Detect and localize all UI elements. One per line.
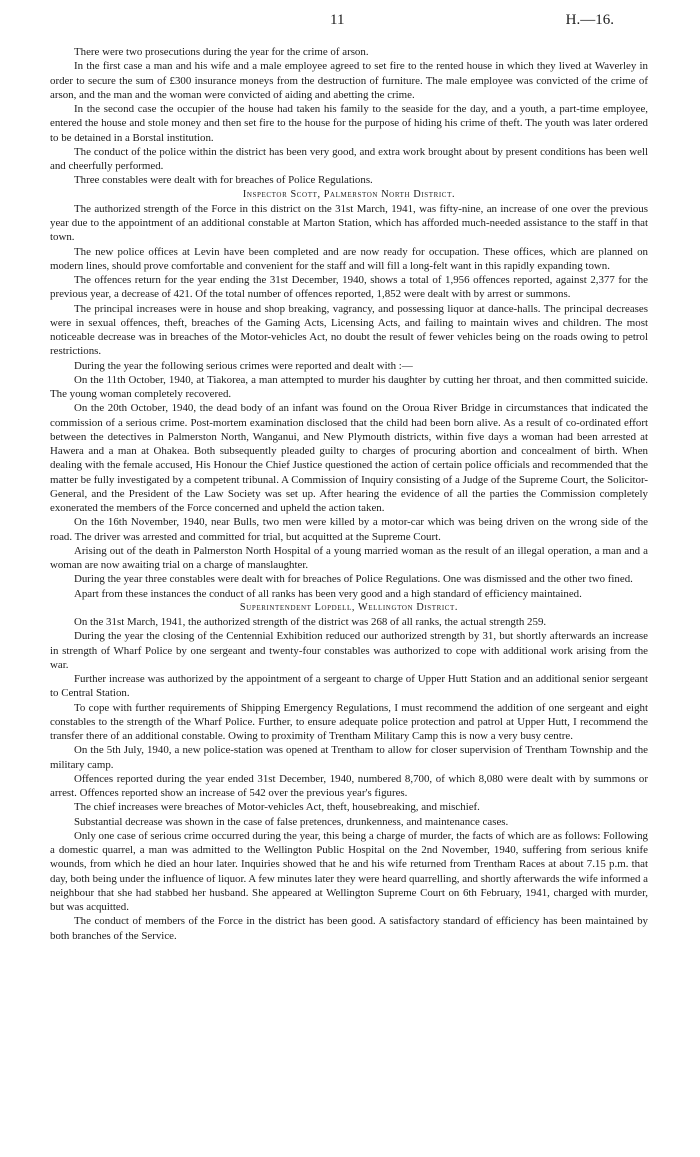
paragraph: On the 31st March, 1941, the authorized strength of the district was 268 of all ranks, the actual strength 259. [74,616,547,628]
section-heading-palmerston-north: Inspector Scott, Palmerston North District. [242,188,456,200]
paragraph: Substantial decrease was shown in the case of false pretences, drunkenness, and maintenance cases. [74,815,509,828]
paragraph: Three constables were dealt with for breaches of Police Regulations. [74,174,373,187]
paragraph: Arising out of the death in Palmerston North Hospital of a young married woman as the result of an illegal operation, a man and a woman are now awaiting trial on a charge of manslaughter. [50,544,648,571]
paragraph: The authorized strength of the Force in this district on the 31st March, 1941, was fifty-nine, an increase of one over the previous year due to the appointment of an additional constable at Marton Station, which has afforded much-needed assistance to the staff in that town. [50,202,648,244]
paragraph: The chief increases were breaches of Motor-vehicles Act, theft, housebreaking, and mischief. [74,801,480,814]
paragraph: The conduct of the police within the district has been very good, and extra work brought about by present conditions has been well and cheerfully performed. [50,145,648,172]
paragraph: Apart from these instances the conduct of all ranks has been very good and a high standard of efficiency maintained. [74,587,582,600]
section-heading-wellington: Superintendent Lopdell, Wellington District. [239,601,459,613]
page-header [0,12,700,36]
paragraph: In the first case a man and his wife and a male employee agreed to set fire to the rented house in which they lived at Waverley in order to secure the sum of £300 insurance moneys from the destruction of furniture. The male employee was convicted of the crime of arson, and the man and the woman were convicted of aiding and abetting the crime. [50,60,648,101]
paragraph: In the second case the occupier of the house had taken his family to the seaside for the day, and a youth, a part-time employee, entered the house and stole money and then set fire to the house for the purpose of hiding his crime of theft. The youth was later ordered to be detained in a Borstal institution. [50,103,648,144]
paragraph: The conduct of members of the Force in the district has been good. A satisfactory standard of efficiency has been maintained by both branches of the Service. [50,915,648,942]
paragraph: Further increase was authorized by the appointment of a sergeant to charge of Upper Hutt Station and an additional senior sergeant to Central Station. [50,673,648,700]
paragraph: Only one case of serious crime occurred during the year, this being a charge of murder, the facts of which are as follows: Following a domestic quarrel, a man was admitted to the Wellington Public Hospital on the 2nd November, 1940, suffering from serious knife wounds, from which he died an hour later. Inquiries showed that he and his wife returned from Trentham Races at about 7.15 p.m. that day, both being under the influence of liquor. A few minutes later they were heard quarrelling, and shortly afterwards the wife informed a neighbour that she had stabbed her husband. She appeared at Wellington Supreme Court on 6th February, 1941, charged with murder, but was acquitted. [50,829,648,913]
paragraph: During the year the closing of the Centennial Exhibition reduced our authorized strength by 31, but shortly afterwards an increase in strength of Wharf Police by one sergeant and twenty-four constables was authorized to cope with additional work arising from the war. [50,630,648,671]
paragraph: During the year the following serious crimes were reported and dealt with :— [74,359,413,372]
document-body [50,45,648,943]
paragraph: To cope with further requirements of Shipping Emergency Regulations, I must recommend the addition of one sergeant and eight constables to the strength of the Wharf Police. Further, to ensure adequate police protection and patrol at Upper Hutt, I recommend the transfer there of an additional constable. Owing to proximity of Trentham Military Camp this is now a very busy centre. [50,701,648,742]
paragraph: On the 16th November, 1940, near Bulls, two men were killed by a motor-car which was being driven on the wrong side of the road. The driver was arrested and committed for trial, but acquitted at the Supreme Court. [50,516,648,543]
document-reference: H.—16. [565,12,614,28]
paragraph: On the 20th October, 1940, the dead body of an infant was found on the Oroua River Bridge in circumstances that indicated the commission of a serious crime. Post-mortem examination disclosed that the child had been born alive. As a result of co-ordinated effort between the detectives in Palmerston North, Wanganui, and New Plymouth districts, within five days a woman had been arrested at Hawera and a man at Ohakea. Both subsequently pleaded guilty to charges of procuring abortion and concealment of birth. When dealing with the female accused, His Honour the Chief Justice questioned the action of certain police officials and recommended that the matter be fully investigated by a competent tribunal. A Commission of Inquiry consisting of a Judge of the Supreme Court, the Solicitor-General, and the President of the Law Society was set up. After hearing the evidence of all the parties the Commission completely exonerated the members of the Force concerned and upheld the action taken. [50,402,648,514]
paragraph: On the 11th October, 1940, at Tiakorea, a man attempted to murder his daughter by cutting her throat, and then committed suicide. The young woman completely recovered. [50,373,648,400]
page-number: 11 [330,12,345,28]
paragraph: During the year three constables were dealt with for breaches of Police Regulations. One was dismissed and the other two fined. [74,573,633,586]
paragraph: The offences return for the year ending the 31st December, 1940, shows a total of 1,956 offences reported, against 2,377 for the previous year, a decrease of 421. Of the total number of offences reported, 1,852 were dealt with by arrest or summons. [50,274,648,301]
paragraph: The principal increases were in house and shop breaking, vagrancy, and possessing liquor at dance-halls. The principal decreases were in sexual offences, theft, breaches of the Gaming Acts, Licensing Acts, and failing to maintain wives and children. The most noticeable decrease was in breaches of the Motor-vehicles Act, no doubt the result of fewer vehicles being on the roads owing to petrol restrictions. [50,302,648,358]
paragraph: The new police offices at Levin have been completed and are now ready for occupation. These offices, which are planned on modern lines, should prove comfortable and convenient for the staff and will fill a long-felt want in this rapidly expanding town. [50,245,648,272]
paragraph: On the 5th July, 1940, a new police-station was opened at Trentham to allow for closer supervision of Trentham Township and the military camp. [50,744,648,771]
paragraph: Offences reported during the year ended 31st December, 1940, numbered 8,700, of which 8,080 were dealt with by summons or arrest. Offences reported show an increase of 542 over the previous year's figures. [50,772,648,799]
paragraph: There were two prosecutions during the year for the crime of arson. [74,46,369,58]
